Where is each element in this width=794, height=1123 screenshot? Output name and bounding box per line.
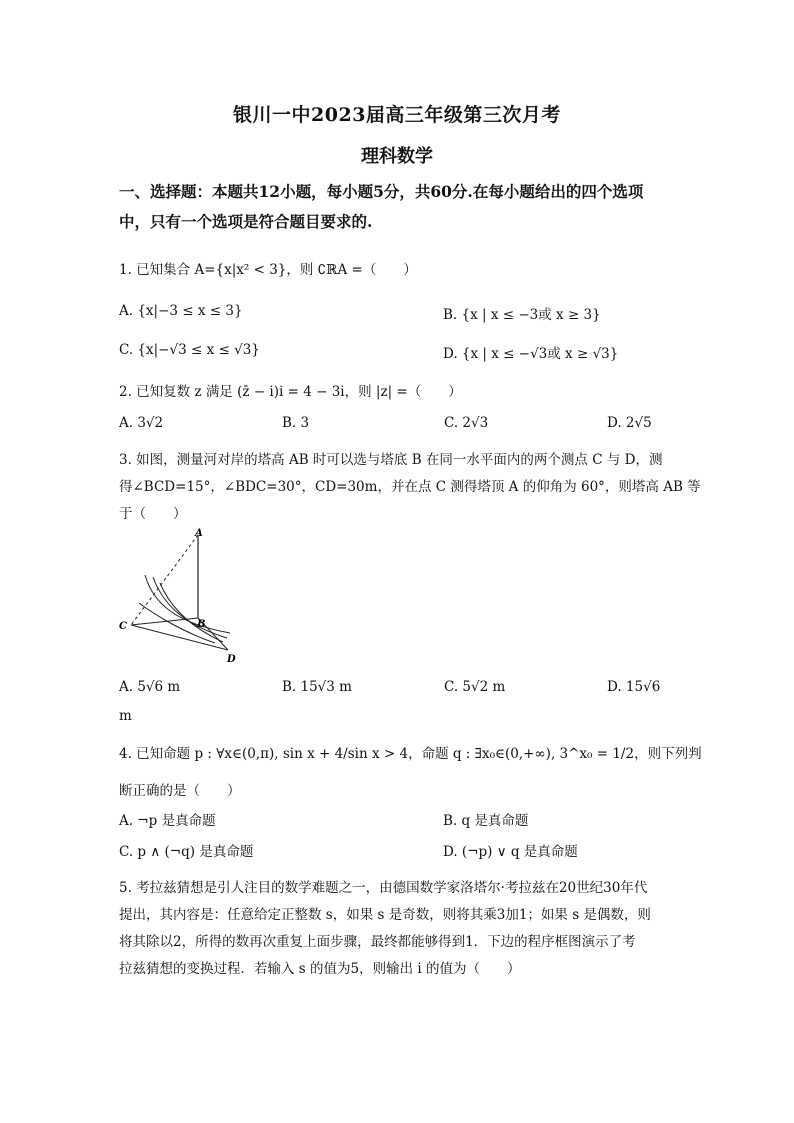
figure-label-b: B	[197, 619, 206, 630]
question-4-option-c: C. p ∧ (¬q) 是真命题	[119, 844, 254, 860]
question-4-option-b: B. q 是真命题	[443, 813, 529, 829]
figure-label-a: A	[195, 528, 203, 539]
question-3-figure	[115, 525, 245, 670]
question-3-option-d-unit: m	[119, 708, 132, 724]
river-bank-curve-1	[145, 575, 230, 633]
question-5-line1: 5. 考拉兹猜想是引人注目的数学难题之一，由德国数学家洛塔尔·考拉兹在20世纪30年代	[119, 880, 648, 896]
question-5-line4: 拉兹猜想的变换过程．若输入 s 的值为5，则输出 i 的值为（ ）	[119, 961, 521, 977]
question-3-option-c: C. 5√2 m	[444, 679, 506, 695]
question-5-line3: 将其除以2，所得的数再次重复上面步骤，最终都能够得到1．下边的程序框图演示了考	[119, 934, 636, 950]
figure-label-d: D	[227, 654, 236, 665]
page-title: 银川一中2023届高三年级第三次月考	[233, 104, 561, 126]
question-4-line1: 4. 已知命题 p : ∀x∈(0,π), sin x + 4/sin x > 4，命题 q : ∃x₀∈(0,+∞), 3^x₀ = 1/2，则下列判	[119, 746, 702, 762]
question-3-option-a: A. 5√6 m	[119, 679, 181, 695]
question-2-stem: 2. 已知复数 z 满足 (z̄ − i)i = 4 − 3i，则 |z| =（ ）	[119, 384, 462, 400]
question-4-option-d: D. (¬p) ∨ q 是真命题	[443, 844, 578, 860]
question-5-line2: 提出，其内容是：任意给定正整数 s，如果 s 是奇数，则将其乘3加1；如果 s 是偶数，则	[119, 907, 651, 923]
question-3-line1: 3. 如图，测量河对岸的塔高 AB 时可以选与塔底 B 在同一水平面内的两个测点 C 与 D，测	[119, 452, 663, 468]
section-instructions-line2: 中，只有一个选项是符合题目要求的.	[119, 212, 373, 231]
figure-label-c: C	[119, 621, 127, 632]
question-3-option-d: D. 15√6	[607, 679, 661, 695]
question-1-option-b: B. {x | x ≤ −3或 x ≥ 3}	[443, 307, 601, 323]
question-2-option-c: C. 2√3	[444, 415, 489, 431]
question-1-option-d: D. {x | x ≤ −√3或 x ≥ √3}	[443, 346, 619, 362]
river-bank-curve-2	[153, 577, 227, 638]
question-2-option-a: A. 3√2	[119, 415, 164, 431]
question-2-option-d: D. 2√5	[607, 415, 652, 431]
section-instructions-line1: 一、选择题：本题共12小题，每小题5分，共60分.在每小题给出的四个选项	[119, 182, 644, 201]
line-cb	[131, 618, 198, 625]
question-4-line2: 断正确的是（ ）	[119, 783, 241, 799]
question-3-line2: 得∠BCD=15°，∠BDC=30°，CD=30m，并在点 C 测得塔顶 A 的仰角为 60°，则塔高 AB 等	[119, 479, 701, 495]
question-1-option-c: C. {x|−√3 ≤ x ≤ √3}	[119, 342, 260, 358]
question-1-stem: 1. 已知集合 A={x|x² < 3}，则 ∁ℝA =（ ）	[119, 262, 417, 278]
question-2-option-b: B. 3	[282, 415, 310, 431]
line-ac-dashed	[131, 535, 198, 625]
question-3-option-b: B. 15√3 m	[282, 679, 352, 695]
question-3-line3: 于（ ）	[119, 506, 187, 522]
page-subtitle: 理科数学	[361, 146, 433, 167]
question-1-option-a: A. {x|−3 ≤ x ≤ 3}	[119, 303, 243, 319]
question-4-option-a: A. ¬p 是真命题	[119, 813, 216, 829]
